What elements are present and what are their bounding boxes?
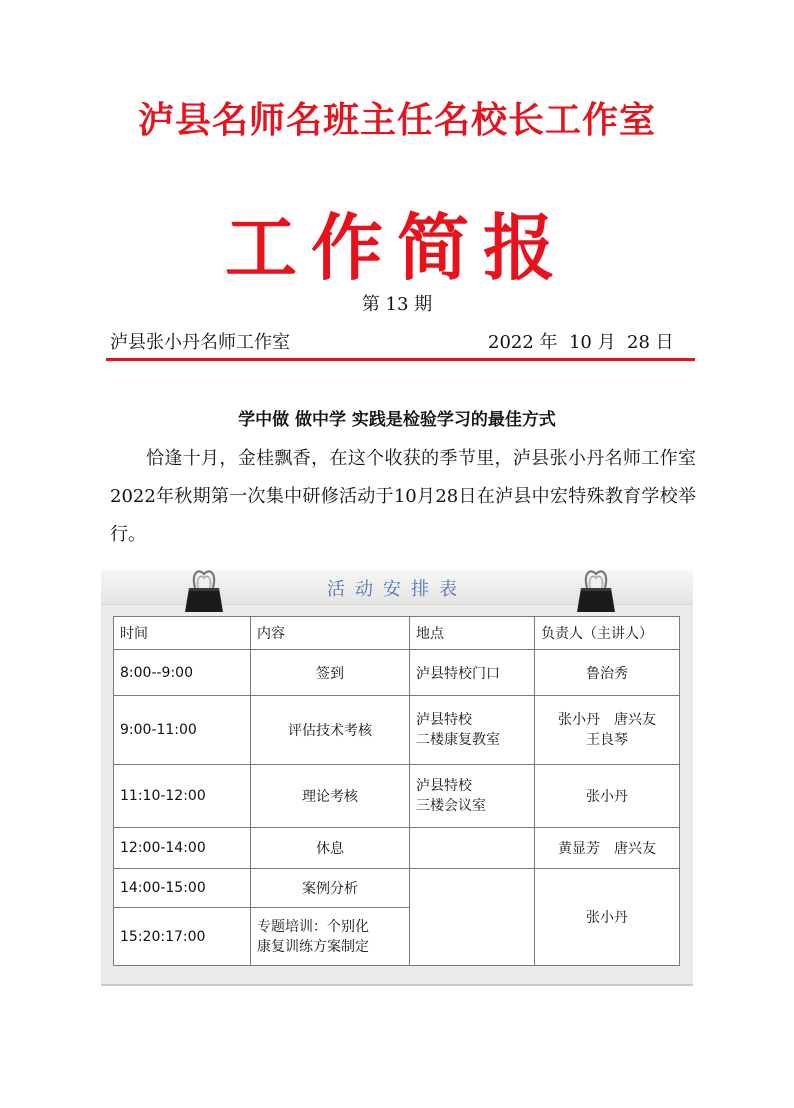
article-title: 学中做 做中学 实践是检验学习的最佳方式 xyxy=(238,410,556,430)
schedule-title: 活动安排表 xyxy=(327,579,467,600)
schedule-panel xyxy=(101,570,693,986)
owner-line: 张小丹 唐兴友 xyxy=(558,712,656,728)
owner-line: 王良琴 xyxy=(586,732,628,748)
table-row xyxy=(114,828,680,869)
owner-cell: 张小丹 xyxy=(535,869,680,966)
content-cell: 案例分析 xyxy=(251,869,410,908)
time-cell: 14:00-15:00 xyxy=(114,869,251,908)
owner-cell xyxy=(535,696,680,765)
place-cell xyxy=(410,696,535,765)
column-header: 地点 xyxy=(410,617,535,650)
content-cell: 签到 xyxy=(251,650,410,696)
owner-cell: 张小丹 xyxy=(535,765,680,828)
column-header: 负责人（主讲人） xyxy=(535,617,680,650)
owner-cell: 黄显芳 唐兴友 xyxy=(535,828,680,869)
content-cell xyxy=(251,908,410,966)
place-line: 泸县特校 xyxy=(416,712,472,728)
article-paragraph: 恰逢十月，金桂飘香，在这个收获的季节里，泸县张小丹名师工作室2022年秋期第一次集中研修活动于10月28日在泸县中宏特殊教育学校举行。 xyxy=(110,448,696,545)
place-line: 二楼康复教室 xyxy=(416,732,500,748)
time-cell: 8:00--9:00 xyxy=(114,650,251,696)
table-header-row xyxy=(114,617,680,650)
content-cell: 休息 xyxy=(251,828,410,869)
binder-clip-icon xyxy=(185,566,223,614)
time-cell: 12:00-14:00 xyxy=(114,828,251,869)
content-cell: 评估技术考核 xyxy=(251,696,410,765)
place-cell: 泸县特校门口 xyxy=(410,650,535,696)
binder-clip-icon xyxy=(577,566,615,614)
header-divider xyxy=(106,358,695,361)
owner-cell: 鲁治秀 xyxy=(535,650,680,696)
column-header: 时间 xyxy=(114,617,251,650)
time-cell: 11:10-12:00 xyxy=(114,765,251,828)
place-line: 泸县特校 xyxy=(416,778,472,794)
content-line: 康复训练方案制定 xyxy=(257,938,369,955)
column-header: 内容 xyxy=(251,617,410,650)
issue-number: 第 13 期 xyxy=(361,294,433,315)
bulletin-title: 工作简报 xyxy=(224,205,569,290)
table-row xyxy=(114,869,680,908)
time-cell: 9:00-11:00 xyxy=(114,696,251,765)
schedule-table xyxy=(113,616,680,966)
table-row xyxy=(114,765,680,828)
table-row xyxy=(114,696,680,765)
place-line: 三楼会议室 xyxy=(416,798,486,814)
table-row xyxy=(114,650,680,696)
issue-date: 2022 年 10 月 28 日 xyxy=(488,332,674,353)
studio-name: 泸县张小丹名师工作室 xyxy=(110,332,290,353)
place-cell xyxy=(410,869,535,966)
content-cell: 理论考核 xyxy=(251,765,410,828)
content-line: 专题培训：个别化 xyxy=(257,918,369,935)
place-cell xyxy=(410,765,535,828)
time-cell: 15:20:17:00 xyxy=(114,908,251,966)
place-cell xyxy=(410,828,535,869)
studio-org-title: 泸县名师名班主任名校长工作室 xyxy=(137,99,656,141)
